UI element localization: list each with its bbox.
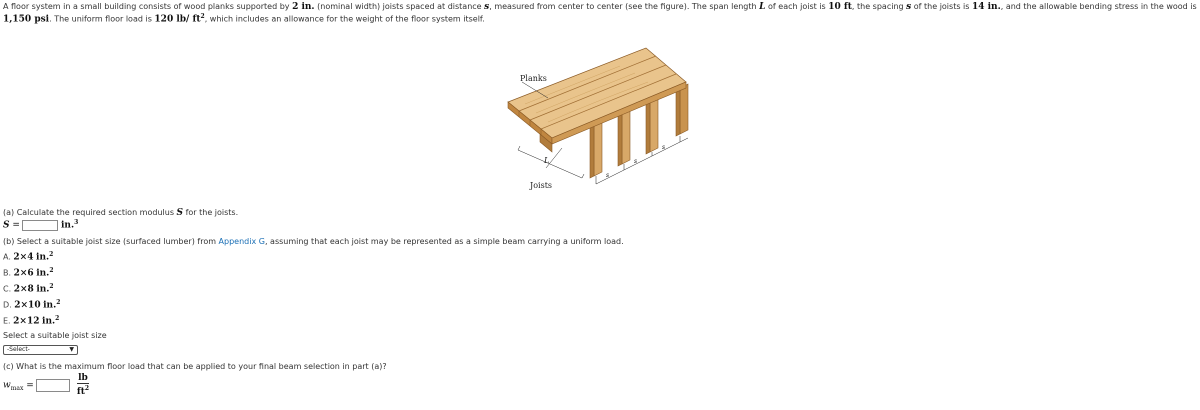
part-c-prompt: (c) What is the maximum floor load that can be applied to your final beam selection in part (a)?	[3, 362, 387, 371]
problem-text: . The uniform floor load is	[49, 14, 155, 24]
section-modulus-unit: in.	[61, 220, 75, 231]
part-c-answer-row	[3, 373, 89, 397]
floor-diagram	[500, 38, 700, 198]
section-modulus-input[interactable]	[22, 220, 58, 231]
choice-unit: in.	[36, 284, 50, 295]
choice-unit-exponent: 2	[49, 283, 54, 290]
problem-statement	[3, 2, 1197, 25]
section-modulus-symbol: S	[3, 220, 10, 231]
select-joist-label: Select a suitable joist size	[3, 331, 107, 340]
floor-load-exponent: 2	[200, 13, 205, 20]
spacing-label: s	[662, 144, 666, 151]
spacing-variable: s	[484, 2, 490, 12]
problem-text: , and the allowable bending stress in the wood is	[1000, 2, 1197, 11]
problem-text: , which includes an allowance for the weight of the floor system itself.	[204, 14, 485, 24]
allowable-stress-value: 1,150 psi	[3, 14, 50, 25]
part-a-text: for the joists.	[183, 208, 239, 217]
floor-system-figure	[500, 38, 700, 198]
problem-text: of each joist is	[765, 2, 829, 11]
choice-size: 2×4	[13, 252, 34, 263]
choice-size: 2×10	[14, 300, 41, 311]
problem-text: A floor system in a small building consists of wood planks supported by	[3, 2, 293, 11]
section-modulus-variable: S	[176, 208, 184, 218]
spacing-variable: s	[906, 2, 912, 12]
choice-unit-exponent: 2	[49, 267, 54, 274]
problem-text: (nominal width) joists spaced at distance	[314, 2, 485, 11]
choice-e	[3, 315, 59, 327]
span-length-label: L	[544, 156, 550, 165]
load-variable: w	[3, 380, 11, 391]
choice-letter: E.	[3, 316, 11, 326]
problem-text: , the spacing	[851, 2, 907, 11]
choice-unit-exponent: 2	[55, 315, 60, 322]
section-modulus-unit-exponent: 3	[74, 219, 79, 226]
choice-unit: in.	[36, 252, 50, 263]
choice-size: 2×8	[13, 284, 34, 295]
part-b-text: , assuming that each joist may be represented as a simple beam carrying a uniform load.	[264, 237, 624, 246]
joists-label: Joists	[530, 181, 553, 190]
chevron-down-icon: ▼	[69, 346, 74, 353]
max-load-input[interactable]	[36, 379, 70, 392]
choice-d	[3, 299, 60, 311]
planks-label: Planks	[520, 74, 547, 83]
choice-b	[3, 267, 54, 279]
spacing-label: s	[634, 158, 638, 165]
choice-c	[3, 283, 54, 295]
choice-size: 2×12	[13, 316, 40, 327]
choice-size: 2×6	[13, 268, 34, 279]
load-variable-subscript: max	[10, 385, 24, 393]
choice-unit: in.	[42, 316, 56, 327]
choice-letter: B.	[3, 268, 12, 278]
span-variable: L	[759, 2, 766, 12]
spacing-value: 14 in.	[971, 2, 1001, 12]
problem-text: , measured from center to center (see the figure). The span length	[489, 2, 760, 11]
load-unit-denominator-base: ft	[76, 387, 85, 397]
equals-sign: =	[9, 220, 20, 231]
problem-text: of the joists is	[911, 2, 972, 11]
choice-unit: in.	[36, 268, 50, 279]
dropdown-selected-value: -Select-	[7, 346, 30, 353]
appendix-g-link[interactable]: Appendix G	[218, 237, 265, 246]
spacing-label: s	[606, 172, 610, 179]
part-a-prompt	[3, 208, 238, 218]
part-b-text: (b) Select a suitable joist size (surfaced lumber) from	[3, 237, 219, 246]
load-unit-fraction	[77, 373, 89, 397]
choice-letter: C.	[3, 284, 12, 294]
choice-letter: A.	[3, 252, 11, 262]
choice-letter: D.	[3, 300, 12, 310]
part-a-text: (a) Calculate the required section modulus	[3, 208, 177, 217]
part-b-prompt	[3, 237, 624, 246]
span-length-value: 10 ft	[828, 2, 852, 12]
choice-unit-exponent: 2	[56, 299, 61, 306]
load-unit-denominator-exponent: 2	[84, 385, 90, 392]
joist-width-value: 2 in.	[292, 2, 315, 12]
load-unit-denominator	[77, 384, 89, 397]
joist-size-dropdown[interactable]	[3, 345, 78, 355]
choice-a	[3, 251, 53, 263]
floor-load-value: 120 lb/ ft	[154, 14, 201, 25]
equals-sign: =	[23, 380, 34, 391]
choice-unit-exponent: 2	[49, 251, 54, 258]
choice-unit: in.	[43, 300, 57, 311]
load-unit-numerator: lb	[78, 373, 88, 383]
part-a-answer-row	[3, 219, 78, 233]
